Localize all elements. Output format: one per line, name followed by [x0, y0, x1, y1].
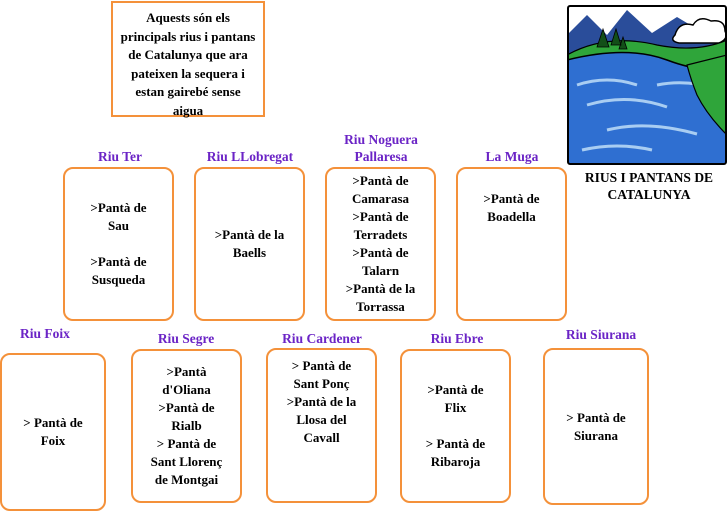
river-name: Riu Foix: [20, 326, 70, 341]
river-label-muga: [466, 148, 558, 165]
diagram-title: [569, 169, 727, 203]
reservoir-line: Foix: [40, 433, 66, 448]
title-line: RIUS I PANTANS DE: [584, 170, 714, 185]
river-label-siurana: [553, 326, 649, 343]
reservoir-box-siurana: [543, 348, 649, 505]
intro-line: pateixen la sequera i: [131, 65, 245, 81]
river-name: Pallaresa: [354, 149, 408, 164]
intro-line: de Catalunya que ara: [128, 47, 248, 62]
river-name: Riu Noguera: [344, 132, 418, 147]
reservoir-box-ebre: [400, 349, 511, 503]
river-label-llobregat: [197, 148, 303, 165]
river-name: Riu Segre: [157, 331, 215, 346]
river-name: Riu Ebre: [430, 331, 484, 346]
intro-line: estan gairebé sense: [135, 84, 241, 99]
intro-text-box: [111, 1, 265, 117]
reservoir-line: >Pantà de: [158, 400, 215, 415]
reservoir-line: Cavall: [303, 430, 340, 445]
reservoir-box-noguera-pallaresa: [325, 167, 436, 321]
reservoir-line: >Pantà de la: [286, 394, 357, 409]
reservoir-line: >Pantà de: [352, 209, 409, 224]
reservoir-line: Ribaroja: [430, 454, 481, 469]
reservoir-line: >Pantà de: [483, 191, 540, 206]
reservoir-line: Camarasa: [351, 191, 410, 206]
reservoir-line: Siurana: [573, 427, 619, 443]
reservoir-line: > Pantà de: [425, 436, 486, 451]
reservoir-box-segre: [131, 349, 242, 503]
reservoir-line: Llosa del: [296, 412, 347, 427]
river-name: La Muga: [485, 149, 539, 164]
reservoir-line: Rialb: [171, 418, 202, 433]
river-label-noguera-pallaresa: [328, 131, 434, 165]
river-label-ebre: [412, 330, 502, 347]
reservoir-line: Susqueda: [91, 272, 146, 287]
reservoir-line: >Pantà de: [352, 173, 409, 188]
reservoir-line: Flix: [444, 400, 467, 415]
river-label-ter: [80, 148, 160, 165]
river-landscape-image: [567, 5, 727, 165]
reservoir-line: > Pantà de: [291, 358, 352, 373]
reservoir-line: >Pantà de la: [345, 281, 416, 296]
reservoir-box-ter: [63, 167, 174, 321]
reservoir-line: > Pantà de: [566, 409, 626, 425]
reservoir-line: Sau: [108, 218, 129, 233]
intro-line: aigua: [172, 102, 204, 118]
reservoir-line: Torrassa: [356, 299, 405, 314]
reservoir-line: >Pantà: [166, 364, 207, 379]
reservoir-box-foix: [0, 353, 106, 511]
reservoir-line: Talarn: [361, 263, 400, 278]
reservoir-line: Boadella: [487, 209, 536, 224]
reservoir-box-muga: [456, 167, 567, 321]
reservoir-line: > Pantà de: [156, 436, 217, 451]
reservoir-line: >Pantà de la: [214, 227, 285, 242]
river-label-cardener: [271, 330, 373, 347]
reservoir-line: Terradets: [353, 227, 408, 242]
reservoir-line: de Montgai: [154, 472, 219, 487]
intro-line: principals rius i pantans: [120, 28, 256, 44]
title-line: CATALUNYA: [607, 187, 691, 202]
reservoir-line: >Pantà de: [352, 245, 409, 260]
reservoir-line: >Pantà de: [90, 254, 147, 269]
intro-line: Aquests són els: [146, 10, 230, 25]
river-name: Riu Siurana: [565, 327, 637, 342]
reservoir-line: > Pantà de: [23, 415, 83, 430]
reservoir-line: Sant Llorenç: [150, 454, 223, 469]
reservoir-box-llobregat: [194, 167, 305, 321]
river-name: Riu LLobregat: [206, 149, 294, 164]
reservoir-line: d'Oliana: [162, 382, 211, 397]
river-label-foix: [5, 325, 85, 342]
river-label-segre: [140, 330, 232, 347]
reservoir-line: Sant Ponç: [293, 376, 350, 391]
river-name: Riu Ter: [98, 149, 142, 164]
reservoir-box-cardener: [266, 348, 377, 503]
reservoir-line: >Pantà de: [90, 200, 147, 215]
reservoir-line: Baells: [232, 245, 267, 260]
river-name: Riu Cardener: [282, 331, 362, 346]
reservoir-line: >Pantà de: [427, 382, 484, 397]
